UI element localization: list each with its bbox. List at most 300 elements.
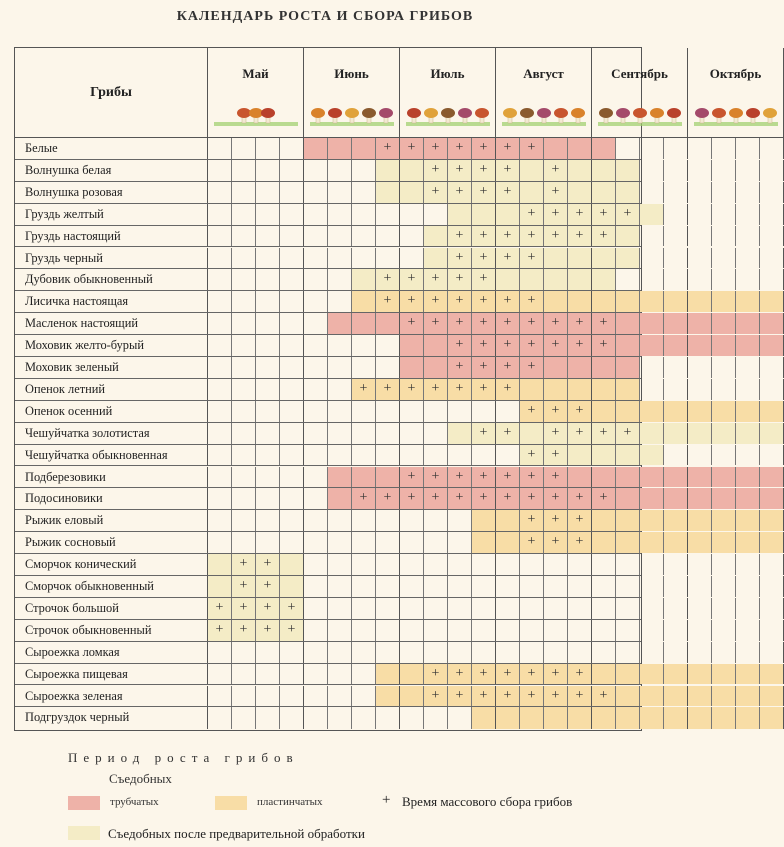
period-cell — [304, 642, 328, 663]
table-row — [15, 423, 641, 445]
period-cell: + — [448, 160, 472, 181]
table-row — [15, 488, 641, 510]
period-cell: + — [496, 423, 520, 444]
period-cell — [736, 686, 760, 707]
period-cell — [424, 423, 448, 444]
period-cell — [712, 445, 736, 466]
period-cell — [280, 335, 304, 356]
period-cell — [256, 379, 280, 400]
period-cell — [304, 335, 328, 356]
period-cell — [496, 401, 520, 422]
period-cell — [544, 138, 568, 159]
period-cell: + — [280, 598, 304, 619]
period-cell — [232, 269, 256, 290]
mushroom-name: Подосиновики — [15, 488, 208, 509]
period-cell — [352, 248, 376, 269]
period-cell — [496, 445, 520, 466]
period-cell — [304, 620, 328, 641]
period-cell — [352, 532, 376, 553]
period-cell — [688, 138, 712, 159]
mushroom-name: Волнушка розовая — [15, 182, 208, 203]
period-cell: + — [472, 467, 496, 488]
period-cell — [712, 598, 736, 619]
period-cell — [376, 401, 400, 422]
period-cell — [256, 707, 280, 729]
period-cell — [520, 423, 544, 444]
period-cell: + — [472, 686, 496, 707]
period-cell — [664, 576, 688, 597]
mushroom-icon — [406, 102, 490, 126]
period-cell — [376, 445, 400, 466]
period-cell — [280, 467, 304, 488]
period-cell — [280, 291, 304, 312]
table-row — [15, 182, 641, 204]
period-cell — [280, 313, 304, 334]
period-cell: + — [568, 335, 592, 356]
period-cell — [304, 488, 328, 509]
mushroom-name: Сыроежка пищевая — [15, 664, 208, 685]
period-cell — [424, 401, 448, 422]
period-cell — [448, 642, 472, 663]
period-cell — [688, 467, 712, 488]
period-cell: + — [592, 686, 616, 707]
period-cell: + — [448, 138, 472, 159]
period-cell: + — [448, 357, 472, 378]
period-cell — [712, 138, 736, 159]
period-cell — [616, 554, 640, 575]
period-cell — [352, 335, 376, 356]
period-cell — [712, 291, 736, 312]
period-cell — [544, 379, 568, 400]
period-cell — [352, 445, 376, 466]
period-cell — [424, 204, 448, 225]
period-cell — [664, 707, 688, 729]
period-cell — [544, 357, 568, 378]
period-cell — [712, 576, 736, 597]
period-cell — [376, 510, 400, 531]
period-cell — [640, 423, 664, 444]
period-cell — [376, 248, 400, 269]
period-cell — [712, 379, 736, 400]
period-cell — [256, 488, 280, 509]
period-cell — [256, 291, 280, 312]
table-row — [15, 598, 641, 620]
period-cell — [232, 226, 256, 247]
period-cell — [592, 401, 616, 422]
period-cell — [256, 686, 280, 707]
period-cell — [208, 226, 232, 247]
period-cell — [712, 357, 736, 378]
period-cell — [328, 226, 352, 247]
period-cell: + — [376, 138, 400, 159]
period-cell: + — [544, 510, 568, 531]
month-header — [688, 48, 784, 138]
period-cell: + — [520, 401, 544, 422]
month-name: Июнь — [334, 66, 369, 81]
period-cell — [280, 686, 304, 707]
period-cell: + — [472, 248, 496, 269]
period-cell — [448, 510, 472, 531]
mushroom-name: Груздь желтый — [15, 204, 208, 225]
period-cell — [736, 160, 760, 181]
period-cell — [208, 160, 232, 181]
period-cell — [208, 467, 232, 488]
mushroom-name: Сморчок обыкновенный — [15, 576, 208, 597]
period-cell — [352, 313, 376, 334]
period-cell — [328, 445, 352, 466]
period-cell — [688, 423, 712, 444]
period-cell — [520, 379, 544, 400]
period-cell — [256, 138, 280, 159]
mushroom-name: Строчок большой — [15, 598, 208, 619]
period-cell — [736, 269, 760, 290]
mushroom-name: Лисичка настоящая — [15, 291, 208, 312]
period-cell — [760, 138, 784, 159]
period-cell — [424, 576, 448, 597]
period-cell — [448, 554, 472, 575]
period-cell — [448, 707, 472, 729]
period-cell — [568, 576, 592, 597]
period-cell — [520, 707, 544, 729]
period-cell — [280, 182, 304, 203]
period-cell — [400, 598, 424, 619]
period-cell — [760, 620, 784, 641]
period-cell: + — [544, 313, 568, 334]
period-cell — [328, 642, 352, 663]
period-cell — [760, 248, 784, 269]
period-cell: + — [256, 598, 280, 619]
period-cell: + — [568, 686, 592, 707]
period-cell: + — [424, 138, 448, 159]
period-cell — [640, 467, 664, 488]
period-cell — [568, 598, 592, 619]
period-cell — [496, 510, 520, 531]
mushroom-name: Груздь черный — [15, 248, 208, 269]
mushroom-name: Волнушка белая — [15, 160, 208, 181]
period-cell — [496, 642, 520, 663]
period-cell — [232, 488, 256, 509]
period-cell — [640, 291, 664, 312]
period-cell — [616, 576, 640, 597]
period-cell — [376, 598, 400, 619]
period-cell — [400, 357, 424, 378]
period-cell: + — [496, 335, 520, 356]
period-cell — [328, 160, 352, 181]
period-cell — [640, 707, 664, 729]
period-cell — [232, 138, 256, 159]
period-cell: + — [520, 138, 544, 159]
period-cell — [496, 269, 520, 290]
period-cell — [328, 664, 352, 685]
period-cell — [400, 686, 424, 707]
period-cell — [232, 686, 256, 707]
table-row — [15, 467, 641, 489]
period-cell — [760, 423, 784, 444]
period-cell — [616, 248, 640, 269]
period-cell — [448, 401, 472, 422]
period-cell — [376, 335, 400, 356]
period-cell: + — [496, 357, 520, 378]
period-cell: + — [256, 620, 280, 641]
period-cell — [568, 269, 592, 290]
period-cell — [472, 576, 496, 597]
period-cell — [352, 401, 376, 422]
period-cell — [304, 160, 328, 181]
period-cell — [592, 357, 616, 378]
period-cell — [520, 269, 544, 290]
period-cell — [760, 401, 784, 422]
period-cell — [232, 532, 256, 553]
period-cell — [664, 226, 688, 247]
period-cell — [352, 686, 376, 707]
period-cell — [592, 642, 616, 663]
period-cell — [448, 532, 472, 553]
period-cell — [304, 423, 328, 444]
period-cell — [304, 357, 328, 378]
period-cell — [328, 182, 352, 203]
period-cell — [664, 532, 688, 553]
period-cell — [256, 248, 280, 269]
period-cell — [208, 686, 232, 707]
period-cell — [592, 707, 616, 729]
period-cell — [208, 445, 232, 466]
period-cell — [328, 357, 352, 378]
period-cell — [208, 313, 232, 334]
period-cell — [736, 335, 760, 356]
period-cell — [616, 160, 640, 181]
period-cell: + — [520, 204, 544, 225]
period-cell — [760, 488, 784, 509]
period-cell — [592, 182, 616, 203]
period-cell: + — [544, 204, 568, 225]
period-cell — [664, 642, 688, 663]
period-cell — [640, 138, 664, 159]
period-cell — [688, 248, 712, 269]
period-cell — [712, 401, 736, 422]
period-cell — [232, 335, 256, 356]
mushroom-name: Строчок обыкновенный — [15, 620, 208, 641]
period-cell — [208, 642, 232, 663]
period-cell — [280, 423, 304, 444]
period-cell — [280, 138, 304, 159]
page-title: КАЛЕНДАРЬ РОСТА И СБОРА ГРИБОВ — [176, 9, 474, 24]
period-cell — [688, 510, 712, 531]
period-cell — [520, 620, 544, 641]
period-cell — [568, 160, 592, 181]
period-cell: + — [592, 204, 616, 225]
period-cell — [256, 401, 280, 422]
period-cell — [736, 226, 760, 247]
period-cell — [664, 160, 688, 181]
period-cell — [256, 226, 280, 247]
period-cell: + — [472, 423, 496, 444]
table-row — [15, 313, 641, 335]
period-cell — [328, 620, 352, 641]
period-cell — [544, 642, 568, 663]
period-cell — [400, 620, 424, 641]
period-cell — [400, 642, 424, 663]
period-cell — [736, 488, 760, 509]
legend-title: Период роста грибов — [68, 750, 299, 765]
period-cell: + — [448, 291, 472, 312]
period-cell — [352, 269, 376, 290]
period-cell — [400, 401, 424, 422]
period-cell — [328, 554, 352, 575]
period-cell — [760, 160, 784, 181]
period-cell — [640, 576, 664, 597]
table-row — [15, 357, 641, 379]
period-cell — [664, 664, 688, 685]
period-cell: + — [568, 226, 592, 247]
period-cell: + — [376, 488, 400, 509]
period-cell — [232, 182, 256, 203]
month-name: Июль — [430, 66, 465, 81]
period-cell — [760, 598, 784, 619]
period-cell: + — [568, 313, 592, 334]
period-cell — [568, 707, 592, 729]
period-cell — [376, 423, 400, 444]
period-cell — [640, 686, 664, 707]
period-cell: + — [424, 664, 448, 685]
period-cell — [688, 401, 712, 422]
period-cell — [328, 467, 352, 488]
period-cell — [568, 357, 592, 378]
period-cell: + — [448, 467, 472, 488]
period-cell — [544, 598, 568, 619]
period-cell — [280, 269, 304, 290]
period-cell — [424, 554, 448, 575]
period-cell — [736, 467, 760, 488]
period-cell — [664, 313, 688, 334]
period-cell — [760, 335, 784, 356]
period-cell — [736, 182, 760, 203]
period-cell — [448, 620, 472, 641]
mushroom-name: Масленок настоящий — [15, 313, 208, 334]
period-cell — [424, 532, 448, 553]
period-cell: + — [616, 423, 640, 444]
mushroom-icon — [694, 102, 778, 126]
period-cell: + — [448, 182, 472, 203]
period-cell: + — [616, 204, 640, 225]
period-cell: + — [352, 379, 376, 400]
legend-swatch-tubular — [68, 796, 100, 810]
period-cell — [616, 467, 640, 488]
period-cell — [328, 576, 352, 597]
period-cell: + — [496, 248, 520, 269]
period-cell: + — [496, 664, 520, 685]
period-cell: + — [520, 664, 544, 685]
period-cell — [304, 226, 328, 247]
period-cell: + — [400, 379, 424, 400]
mushroom-name: Сыроежка ломкая — [15, 642, 208, 663]
period-cell — [712, 226, 736, 247]
period-cell — [424, 620, 448, 641]
period-cell — [664, 357, 688, 378]
period-cell — [280, 707, 304, 729]
period-cell — [232, 357, 256, 378]
period-cell — [208, 488, 232, 509]
period-cell — [616, 488, 640, 509]
month-header — [304, 48, 400, 138]
period-cell: + — [376, 291, 400, 312]
period-cell — [256, 664, 280, 685]
period-cell: + — [592, 335, 616, 356]
period-cell — [592, 576, 616, 597]
period-cell — [256, 510, 280, 531]
period-cell: + — [496, 226, 520, 247]
table-row — [15, 445, 641, 467]
period-cell: + — [424, 467, 448, 488]
period-cell: + — [520, 686, 544, 707]
period-cell — [376, 664, 400, 685]
period-cell — [208, 401, 232, 422]
mushroom-name: Белые — [15, 138, 208, 159]
period-cell: + — [376, 269, 400, 290]
period-cell — [376, 160, 400, 181]
period-cell — [712, 686, 736, 707]
period-cell — [328, 248, 352, 269]
period-cell: + — [568, 510, 592, 531]
table-row — [15, 642, 641, 664]
header-fungi: Грибы — [15, 48, 208, 138]
period-cell: + — [448, 488, 472, 509]
period-cell — [664, 182, 688, 203]
period-cell — [568, 554, 592, 575]
period-cell: + — [256, 576, 280, 597]
period-cell — [352, 620, 376, 641]
period-cell — [232, 204, 256, 225]
period-cell — [304, 248, 328, 269]
period-cell: + — [520, 313, 544, 334]
period-cell: + — [496, 160, 520, 181]
period-cell — [256, 467, 280, 488]
period-cell — [640, 313, 664, 334]
period-cell: + — [232, 554, 256, 575]
period-cell — [544, 248, 568, 269]
period-cell — [712, 248, 736, 269]
period-cell — [376, 357, 400, 378]
period-cell: + — [568, 488, 592, 509]
period-cell — [472, 532, 496, 553]
period-cell: + — [496, 686, 520, 707]
period-cell — [592, 269, 616, 290]
period-cell — [544, 291, 568, 312]
period-cell — [616, 335, 640, 356]
period-cell — [664, 204, 688, 225]
period-cell — [640, 226, 664, 247]
mushroom-name: Дубовик обыкновенный — [15, 269, 208, 290]
period-cell — [304, 138, 328, 159]
period-cell — [400, 445, 424, 466]
period-cell — [640, 335, 664, 356]
period-cell — [640, 642, 664, 663]
period-cell — [688, 335, 712, 356]
period-cell: + — [472, 160, 496, 181]
table-row — [15, 401, 641, 423]
period-cell — [352, 642, 376, 663]
period-cell — [664, 248, 688, 269]
period-cell — [256, 269, 280, 290]
period-cell: + — [544, 423, 568, 444]
period-cell — [280, 445, 304, 466]
period-cell — [688, 686, 712, 707]
period-cell: + — [520, 357, 544, 378]
period-cell: + — [544, 445, 568, 466]
period-cell — [280, 576, 304, 597]
period-cell — [376, 182, 400, 203]
period-cell — [376, 686, 400, 707]
period-cell: + — [568, 204, 592, 225]
